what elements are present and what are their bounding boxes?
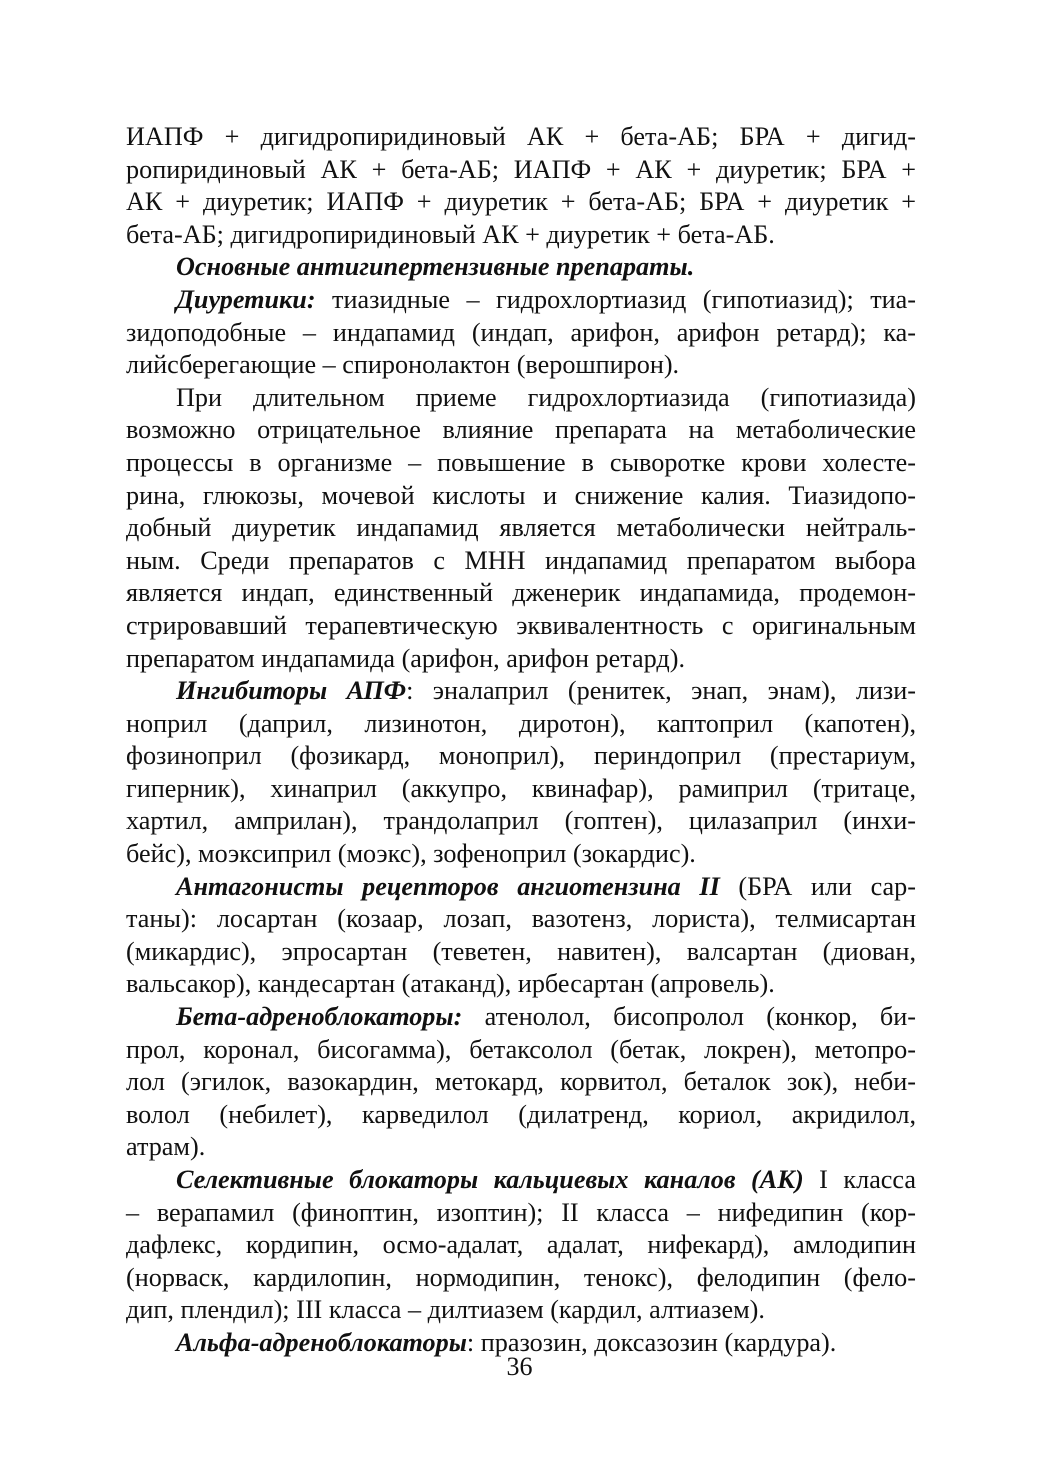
text-line: бейс), моэксиприл (моэкс), зофеноприл (зокардис). (126, 839, 696, 869)
paragraph (126, 675, 916, 871)
paragraph (126, 871, 916, 1001)
text-line: АК + диуретик; ИАПФ + диуретик + бета-АБ; БРА + диуретик + (126, 187, 916, 217)
paragraph (126, 251, 916, 284)
line-text: I класса (803, 1165, 917, 1194)
text-line: атрам). (126, 1132, 206, 1162)
term-heading: Антагонисты рецепторов ангиотензина II (176, 871, 720, 901)
text-line: дафлекс, кордипин, осмо-адалат, адалат, нифекард), амлодипин (126, 1230, 916, 1260)
text-line: (микардис), эпросартан (теветен, навитен), валсартан (диован, (126, 936, 916, 966)
text-line: ноприл (даприл, лизинотон, диротон), каптоприл (капотен), (126, 708, 916, 738)
text-line: бета-АБ; дигидропиридиновый АК + диуретик + бета-АБ. (126, 219, 775, 249)
line-text: : празозин, доксазозин (кардура). (466, 1327, 837, 1357)
line-text: : эналаприл (ренитек, энап, энам), лизи- (406, 676, 916, 706)
text-line (126, 284, 916, 317)
text-line (126, 871, 916, 904)
text-line: фозиноприл (фозикард, моноприл), периндоприл (престариум, (126, 741, 916, 771)
text-line: (норваск, кардилопин, нормодипин, тенокс), фелодипин (фело- (126, 1262, 916, 1292)
text-line: При длительном приеме гидрохлортиазида (гипотиазида) (176, 382, 916, 412)
term-heading: Ингибиторы АПФ (176, 676, 407, 706)
line-text: (БРА или сар- (719, 871, 916, 901)
text-line: волол (небилет), карведилол (дилатренд, кориол, акридилол, (126, 1099, 916, 1129)
document-body (126, 121, 916, 1360)
paragraph (126, 1164, 916, 1327)
text-line (126, 675, 916, 708)
page-number: 36 (506, 1352, 533, 1381)
text-line: лол (эгилок, вазокардин, метокард, корвитол, беталок зок), неби- (126, 1067, 916, 1097)
text-line (126, 1164, 916, 1197)
text-line: – верапамил (финоптин, изоптин); II класса – нифедипин (кор- (126, 1197, 916, 1227)
term-heading: Диуретики: (176, 284, 316, 314)
text-line: вальсакор), кандесартан (атаканд), ирбесартан (апровель). (126, 969, 775, 999)
text-line: прол, коронал, бисогамма), бетаксолол (бетак, локрен), метопро- (126, 1034, 916, 1064)
paragraph (126, 284, 916, 382)
text-line: стрировавший терапевтическую эквивалентность с оригинальным (126, 610, 916, 640)
paragraph (126, 1001, 916, 1164)
text-line: лийсберегающие – спиронолактон (верошпирон). (126, 350, 680, 380)
text-line: зидоподобные – индапамид (индап, арифон, арифон ретард); ка- (126, 317, 916, 347)
text-line: ным. Среди препаратов с МНН индапамид препаратом выбора (126, 545, 916, 575)
term-heading: Бета-адреноблокаторы: (176, 1002, 463, 1032)
term-heading: Альфа-адреноблокаторы (176, 1327, 467, 1357)
line-text: атенолол, бисопролол (конкор, би- (462, 1002, 916, 1032)
paragraph (126, 121, 916, 251)
text-line: рина, глюкозы, мочевой кислоты и снижение калия. Тиазидопо- (126, 480, 916, 510)
text-line: является индап, единственный дженерик индапамида, продемон- (126, 578, 916, 608)
text-line: ИАПФ + дигидропиридиновый АК + бета-АБ; БРА + дигид- (126, 122, 916, 151)
text-line (126, 1001, 916, 1034)
text-line: таны): лосартан (козаар, лозап, вазотенз, лориста), телмисартан (126, 904, 916, 934)
section-heading: Основные антигипертензивные препараты. (176, 252, 695, 282)
text-line: процессы в организме – повышение в сыворотке крови холесте- (126, 447, 916, 477)
text-line: ропиридиновый АК + бета-АБ; ИАПФ + АК + диуретик; БРА + (126, 154, 916, 184)
text-line: дип, плендил); III класса – дилтиазем (кардил, алтиазем). (126, 1295, 765, 1325)
text-line: хартил, амприлан), трандолаприл (гоптен), цилазаприл (инхи- (126, 806, 916, 836)
section-heading-line (126, 251, 916, 284)
text-line: возможно отрицательное влияние препарата на метаболические (126, 415, 916, 445)
line-text: тиазидные – гидрохлортиазид (гипотиазид); тиа- (315, 284, 916, 314)
term-heading: Селективные блокаторы кальциевых каналов (АК) (176, 1165, 804, 1194)
text-line: добный диуретик индапамид является метаболически нейтраль- (126, 513, 916, 543)
text-line: гиперник), хинаприл (аккупро, квинафар), рамиприл (тритаце, (126, 773, 916, 803)
paragraph (126, 382, 916, 675)
text-line: препаратом индапамида (арифон, арифон ретард). (126, 643, 685, 673)
